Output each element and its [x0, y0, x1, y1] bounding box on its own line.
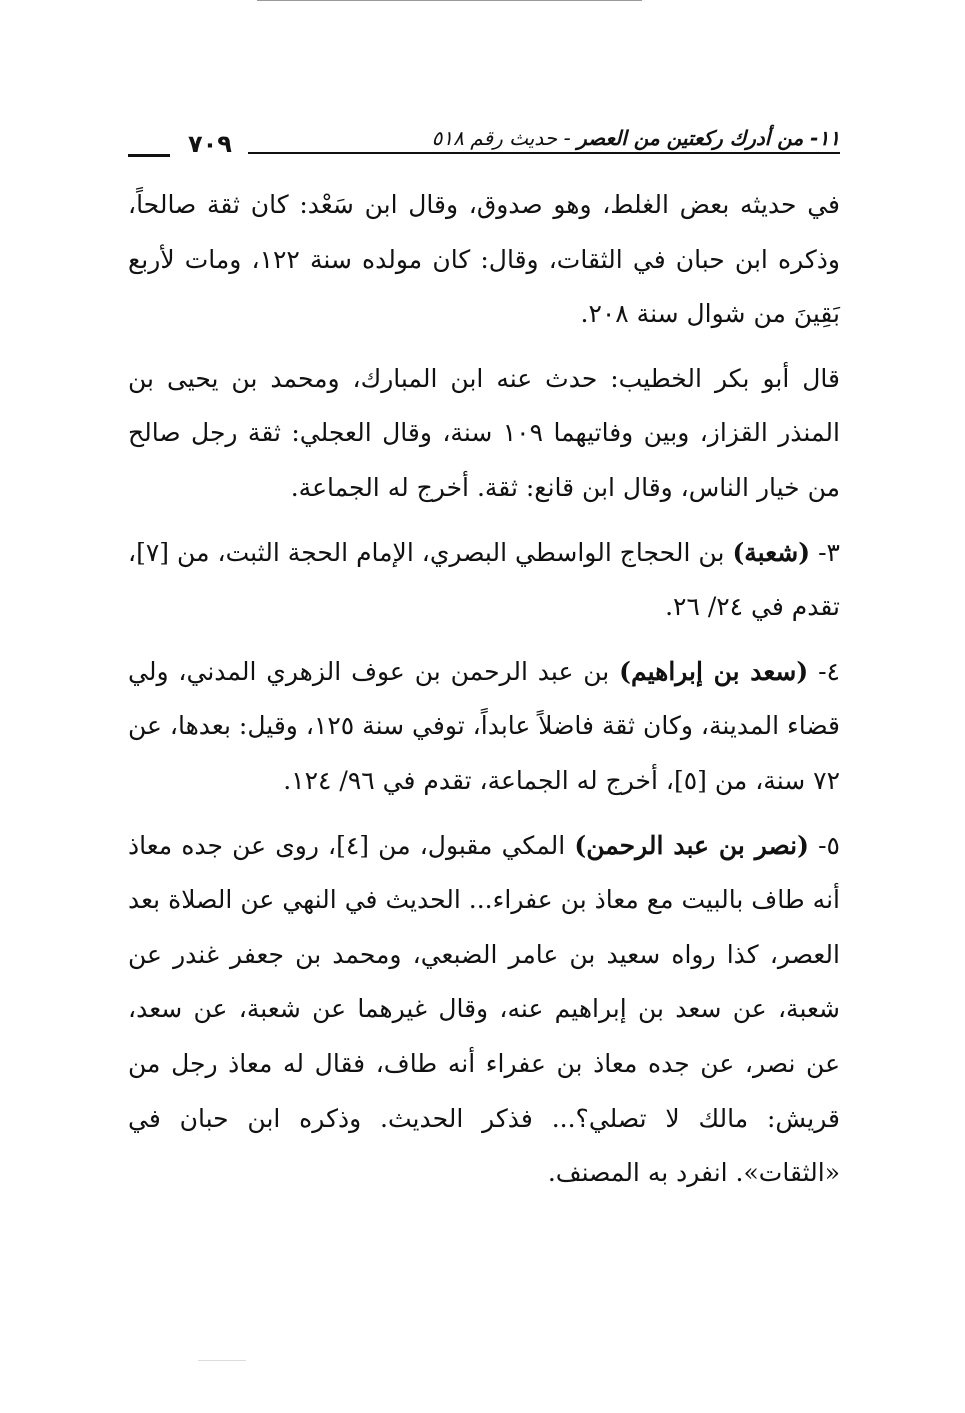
narrator-name: (نصر بن عبد الرحمن) — [574, 830, 809, 860]
paragraph-khatib — [128, 352, 840, 516]
entry-text: بن عبد الرحمن بن عوف الزهري المدني، ولي قضاء المدينة، وكان ثقة فاضلاً عابداً، توفي سنة ١٢٥، وقيل: بعدها، عن ٧٢ سنة، من [٥]، أخرج له الجماعة، تقدم في ٩٦/ ١٢٤. — [128, 656, 840, 795]
chapter-title: ١١- من أدرك ركعتين من العصر — [577, 126, 840, 150]
running-header — [128, 122, 840, 168]
page-body — [128, 178, 840, 1201]
paragraph-text: في حديثه بعض الغلط، وهو صدوق، وقال ابن سَعْد: كان ثقة صالحاً، وذكره ابن حبان في الثقات، وقال: كان مولده سنة ١٢٢، ومات لأربع بَقِينَ من شوال سنة ٢٠٨. — [128, 190, 840, 329]
entry-text: المكي مقبول، من [٤]، روى عن جده معاذ أنه طاف بالبيت مع معاذ بن عفراء... الحديث في النهي عن الصلاة بعد العصر، كذا رواه سعيد بن عامر الضبعي، ومحمد بن جعفر غندر عن شعبة، عن سعد بن إبراهيم عنه، وقال غيرهما عن شعبة، عن سعد، عن نصر، عن جده معاذ بن عفراء أنه طاف، فقال له معاذ رجل من قريش: مالك لا تصلي؟... فذكر الحديث. وذكره ابن حبان في «الثقات». انفرد به المصنف. — [128, 830, 840, 1188]
narrator-name: (سعد بن إبراهيم) — [619, 656, 809, 686]
entry-text: بن الحجاج الواسطي البصري، الإمام الحجة الثبت، من [٧]، تقدم في ٢٤/ ٢٦. — [128, 537, 840, 622]
scan-mark — [198, 1360, 246, 1361]
paragraph-text: قال أبو بكر الخطيب: حدث عنه ابن المبارك، ومحمد بن يحيى بن المنذر القزاز، وبين وفاتيهما ١٠٩ سنة، وقال العجلي: ثقة رجل صالح من خيار الناس، وقال ابن قانع: ثقة. أخرج له الجماعة. — [128, 363, 840, 502]
narrator-name: (شعبة) — [732, 537, 811, 567]
header-title — [432, 126, 840, 150]
narrator-entry-4 — [128, 645, 840, 809]
hadith-reference: - حديث رقم ٥١٨ — [431, 126, 571, 150]
entry-number: ٤- — [808, 656, 840, 686]
entry-number: ٣- — [810, 537, 840, 567]
header-rule — [248, 152, 840, 154]
top-scan-rule — [257, 0, 642, 1]
page-number-dash — [128, 154, 170, 157]
page-number: ٧٠٩ — [188, 130, 232, 158]
entry-number: ٥- — [808, 830, 840, 860]
narrator-entry-5 — [128, 819, 840, 1201]
narrator-entry-3 — [128, 526, 840, 635]
paragraph-continuation — [128, 178, 840, 342]
